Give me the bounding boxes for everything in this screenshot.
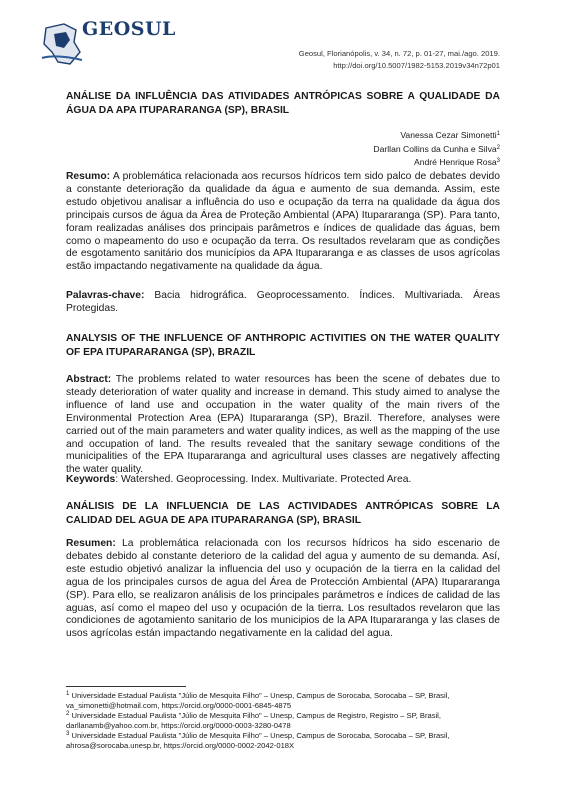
- author-list: [373, 128, 500, 169]
- keywords-label: Palavras-chave:: [66, 290, 145, 301]
- footnote-divider: [66, 686, 186, 687]
- author-1: Vanessa Cezar Simonetti$^1$: [400, 130, 500, 140]
- keywords-portuguese: Palavras-chave: Bacia hidrográfica. Geoprocessamento. Índices. Multivariada. Áreas Protegidas.: [66, 290, 500, 314]
- footnote-1: $^1$ Universidade Estadual Paulista "Júlio de Mesquita Filho" – Unesp, Campus de Sorocaba, Sorocaba – SP, Brasil, va_simonetti@hotmail.com, https://orcid.org/0000-0001-6845-4875: [66, 691, 450, 710]
- logo-wordmark: GEOSUL: [82, 18, 176, 40]
- keywords-label: Keywords: [66, 474, 116, 485]
- abstract-english: Abstract: The problems related to water resources has been the scene of debates due to steady deterioration of water quality and increase in demand. This study aimed to analyse the influence of land use and occupation in the water quality of the main rivers of the Environmental Protection Area (EPA) Itupararanga (SP), Brazil. Therefore, analyses were carried out of the main parameters and water quality indices, as well as the mapping of the use and occupation of land. The results revealed that the sanitary sewage conditions of the municipalities of the EPA Itupararanga and agricultural uses classes are negatively affecting the water quality.: [66, 374, 500, 476]
- abstract-label: Resumo:: [66, 171, 111, 182]
- abstract-portuguese: Resumo: A problemática relacionada aos recursos hídricos tem sido palco de debates devido a constante deterioração da qualidade da água e aumento de sua demanda. Assim, este estudo objetivou analisar a influência do uso e ocupação da terra na qualidade da água dos principais cursos de água da Área de Proteção Ambiental (APA) Itupararanga (SP). Para tanto, foram realizadas análises dos principais parâmetros e índices de qualidade das águas, bem como o mapeamento do uso e ocupação da terra. Os resultados revelaram que as condições de esgotamento sanitário dos municípios da APA Itupararanga e as classes de usos agrícolas estão impactando negativamente na qualidade da água.: [66, 171, 500, 273]
- author-3: André Henrique Rosa$^3$: [414, 157, 500, 168]
- abstract-spanish: Resumen: La problemática relacionada con los recursos hídricos ha sido escenario de debates debido al constante deterioro de la calidad del agua y aumento de su demanda. Así, este estudio objetivó analizar la influencia del uso y ocupación de la tierra en la calidad del agua de los principales cursos de agua del Área de Protección Ambiental (APA) Itupararanga (SP). Para ello, se realizaron análisis de los principales parámetros e índices de calidad de las aguas, así como el mapeo del uso y ocupación de la tierra. Los resultados revelaron que las condiciones de agotamiento sanitario de los municipios de la APA Itupararanga y las clases de usos agrícolas están impactando negativamente en la calidad del agua.: [66, 538, 500, 640]
- author-2: Darllan Collins da Cunha e Silva$^2$: [373, 143, 500, 154]
- footnote-3: $^3$ Universidade Estadual Paulista "Júlio de Mesquita Filho" – Unesp, Campus de Sorocaba, Sorocaba – SP, Brasil, ahrosa@sorocaba.unesp.br, https://orcid.org/0000-0002-2042-018X: [66, 731, 450, 750]
- journal-citation: [299, 48, 500, 71]
- footnotes: [66, 690, 500, 751]
- citation-text: Geosul, Florianópolis, v. 34, n. 72, p. 01-27, mai./ago. 2019.: [298, 49, 500, 58]
- keywords-english: Keywords: Watershed. Geoprocessing. Index. Multivariate. Protected Area.: [66, 474, 412, 485]
- title-spanish: ANÁLISIS DE LA INFLUENCIA DE LAS ACTIVIDADES ANTRÓPICAS SOBRE LA CALIDAD DEL AGUA DE APA ITUPARARANGA (SP), BRASIL: [66, 501, 500, 526]
- title-portuguese: ANÁLISE DA INFLUÊNCIA DAS ATIVIDADES ANTRÓPICAS SOBRE A QUALIDADE DA ÁGUA DA APA ITUPARARANGA (SP), BRASIL: [66, 91, 500, 116]
- doi-link[interactable]: http://doi.org/10.5007/1982-5153.2019v34n72p01: [333, 60, 500, 70]
- abstract-label: Resumen:: [66, 538, 116, 549]
- abstract-label: Abstract:: [66, 374, 112, 385]
- footnote-2: $^2$ Universidade Estadual Paulista "Júlio de Mesquita Filho" – Unesp, Campus de Registro, Registro – SP, Brasil, darllanamb@yahoo.com.br, https://orcid.org/0000-0003-3280-0478: [66, 711, 441, 730]
- title-english: ANALYSIS OF THE INFLUENCE OF ANTHROPIC ACTIVITIES ON THE WATER QUALITY OF EPA ITUPARARANGA (SP), BRAZIL: [66, 333, 500, 358]
